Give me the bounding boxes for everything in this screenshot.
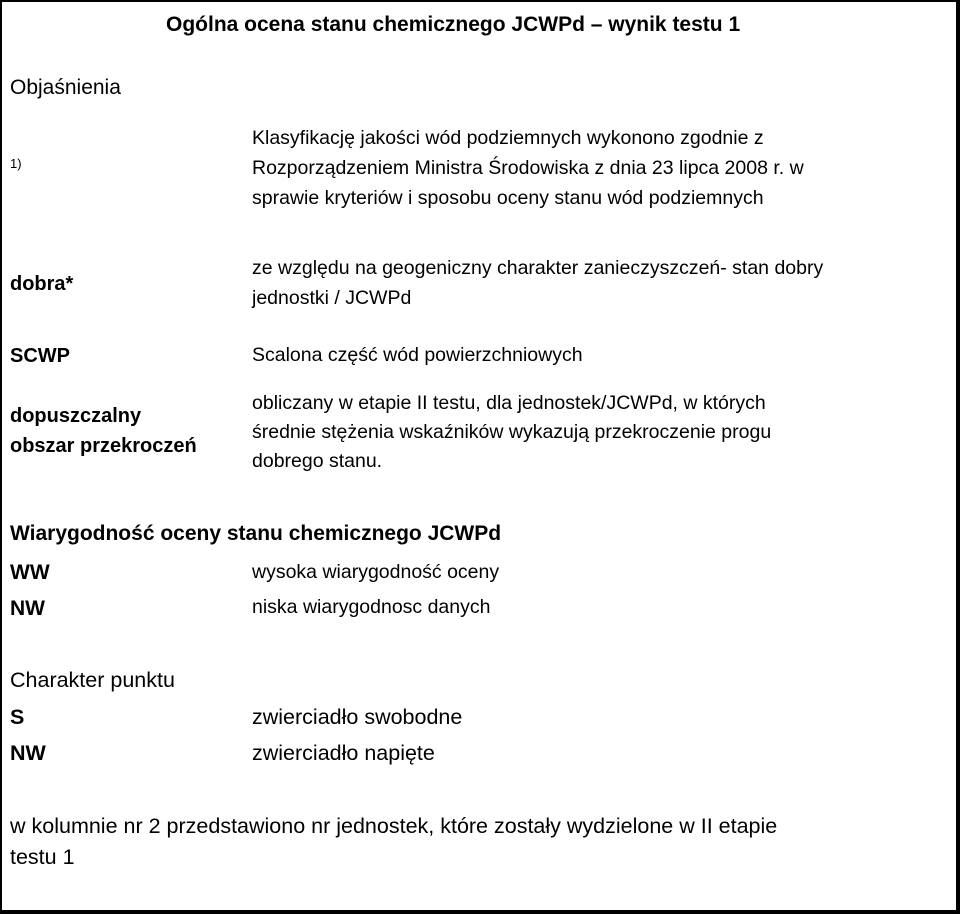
footnote-line-1: Klasyfikację jakości wód podziemnych wykonono zgodnie z: [252, 127, 764, 149]
footer-note-line-2: testu 1: [10, 845, 75, 869]
reliability-desc-nw: niska wiarygodnosc danych: [252, 596, 491, 618]
term-definition-dobra-line-2: jednostki / JCWPd: [252, 287, 412, 309]
reliability-code-ww: WW: [10, 561, 50, 584]
page-title: Ogólna ocena stanu chemicznego JCWPd – wynik testu 1: [166, 13, 741, 36]
point-character-desc-s: zwierciadło swobodne: [252, 705, 463, 729]
reliability-desc-ww: wysoka wiarygodność oceny: [252, 561, 500, 583]
footer-note-line-1: w kolumnie nr 2 przedstawiono nr jednostek, które zostały wydzielone w II etapie: [10, 814, 778, 838]
point-character-code-nw: NW: [10, 741, 46, 765]
footnote-marker: 1): [10, 156, 22, 171]
reliability-heading: Wiarygodność oceny stanu chemicznego JCWPd: [10, 522, 502, 545]
term-label-dopuszczalny-line-1: dopuszczalny: [10, 405, 142, 427]
footnote-line-3: sprawie kryteriów i sposobu oceny stanu wód podziemnych: [252, 187, 764, 209]
term-label-dopuszczalny-line-2: obszar przekroczeń: [10, 435, 197, 457]
point-character-desc-nw: zwierciadło napięte: [252, 741, 435, 765]
term-definition-scwp: Scalona część wód powierzchniowych: [252, 344, 583, 366]
point-character-heading: Charakter punktu: [10, 668, 175, 692]
reliability-code-nw: NW: [10, 597, 45, 620]
footnote-line-2: Rozporządzeniem Ministra Środowiska z dnia 23 lipca 2008 r. w: [252, 157, 804, 179]
term-definition-dobra-line-1: ze względu na geogeniczny charakter zanieczyszczeń- stan dobry: [252, 257, 824, 279]
term-definition-dopuszczalny-line-1: obliczany w etapie II testu, dla jednostek/JCWPd, w których: [252, 392, 766, 414]
explanations-heading: Objaśnienia: [10, 76, 121, 99]
term-definition-dopuszczalny-line-3: dobrego stanu.: [252, 450, 383, 472]
point-character-code-s: S: [10, 705, 25, 729]
term-label-scwp: SCWP: [10, 345, 70, 367]
term-definition-dopuszczalny-line-2: średnie stężenia wskaźników wykazują przekroczenie progu: [252, 421, 772, 443]
term-label-dobra: dobra*: [10, 273, 74, 295]
